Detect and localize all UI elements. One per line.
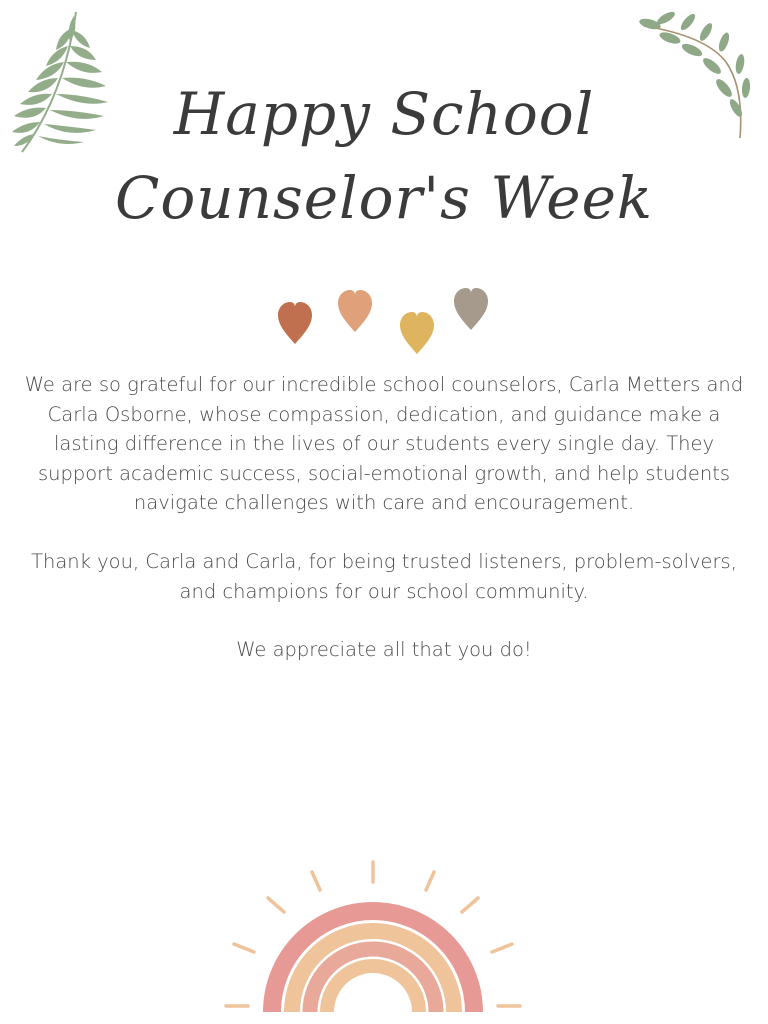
heart-icon [454,288,488,330]
message-paragraph-1: We are so grateful for our incredible school counselors, Carla Metters and Carla Osborne, whose compassion, dedication, and guidance make a lasting difference in the lives of our students every single day. They support academic success, social-emotional growth, and help students navigate challenges with care and encouragement. [24,373,744,515]
title-line-2: Counselor's Week [114,164,654,232]
heart-icon [338,290,372,332]
message-body [24,370,744,665]
message-paragraph-2: Thank you, Carla and Carla, for being trusted listeners, problem-solvers, and champions for our school community. [31,549,737,603]
heart-icon [278,302,312,344]
rainbow-icon [220,856,526,1016]
card-title [0,72,768,240]
title-line-1: Happy School [173,80,595,148]
heart-icon [400,312,434,354]
hearts-decoration [270,284,500,358]
message-paragraph-3: We appreciate all that you do! [236,638,532,662]
